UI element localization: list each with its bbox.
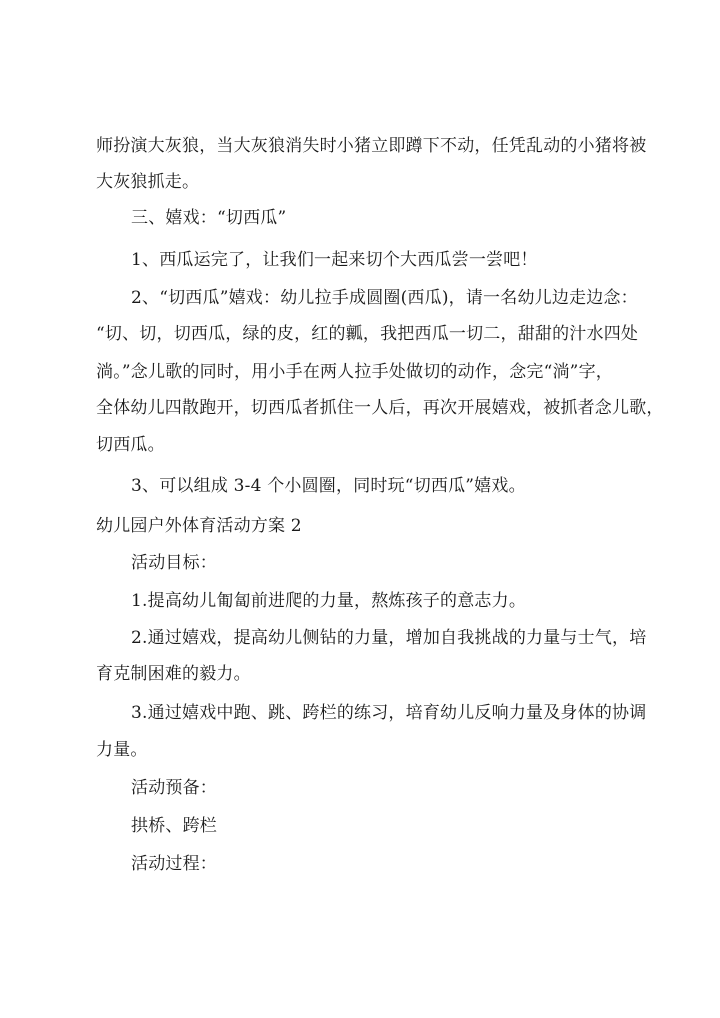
- text-line: “切、切，切西瓜，绿的皮，红的瓤，我把西瓜一切二，甜甜的汁水四处: [96, 324, 639, 344]
- text-line: 1、西瓜运完了，让我们一起来切个大西瓜尝一尝吧！: [131, 250, 538, 270]
- text-line: 师扮演大灰狼，当大灰狼消失时小猪立即蹲下不动，任凭乱动的小猪将被: [96, 136, 647, 156]
- text-line: 3.通过嬉戏中跑、跳、跨栏的练习，培育幼儿反响力量及身体的协调: [131, 703, 647, 723]
- subheading-preparation: 活动预备：: [131, 778, 217, 798]
- subheading-goals: 活动目标：: [131, 553, 217, 573]
- text-line: 力量。: [96, 740, 148, 760]
- text-line: 全体幼儿四散跑开，切西瓜者抓住一人后，再次开展嬉戏，被抓者念儿歌，: [96, 398, 664, 418]
- text-line: 2、“切西瓜”嬉戏：幼儿拉手成圆圈(西瓜)，请一名幼儿边走边念：: [131, 288, 638, 308]
- text-line: 1.提高幼儿匍匐前进爬的力量，熬炼孩子的意志力。: [131, 591, 527, 611]
- text-line: 2.通过嬉戏，提高幼儿侧钻的力量，增加自我挑战的力量与士气，培: [131, 628, 647, 648]
- text-line: 大灰狼抓走。: [96, 172, 200, 192]
- text-line: 切西瓜。: [96, 435, 165, 455]
- subheading-process: 活动过程：: [131, 854, 217, 874]
- section-heading: 三、嬉戏：“切西瓜”: [131, 208, 287, 228]
- text-line: 育克制困难的毅力。: [96, 664, 251, 684]
- text-line: 拱桥、跨栏: [131, 816, 217, 836]
- text-line: 淌。”念儿歌的同时，用小手在两人拉手处做切的动作，念完“淌”字，: [96, 362, 613, 382]
- text-line: 3、可以组成 3-4 个小圆圈，同时玩“切西瓜”嬉戏。: [131, 476, 526, 496]
- document-heading: 幼儿园户外体育活动方案 2: [96, 516, 302, 536]
